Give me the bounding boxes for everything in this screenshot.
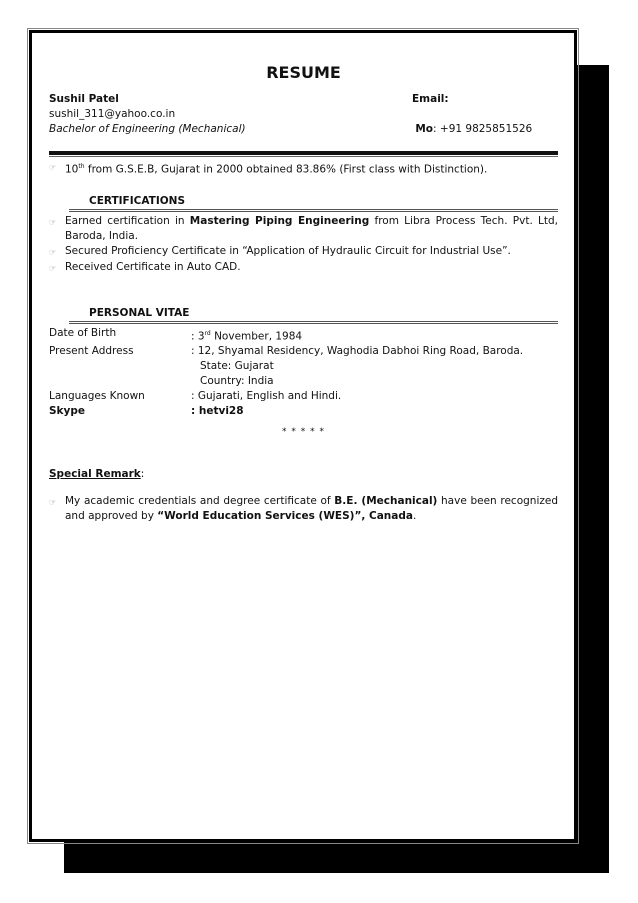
section-rule [69,209,558,212]
page-shadow-bottom [64,840,609,873]
hand-pointer-icon: ☞ [49,163,57,172]
hand-pointer-icon: ☞ [49,263,57,273]
page-shadow-right [575,65,609,873]
divider [49,151,558,157]
separator-stars: * * * * * [282,427,325,437]
resume-page [29,30,577,842]
address-row: Present Address : 12, Shyamal Residency, Waghodia Dabhoi Ring Road, Baroda. [49,345,524,357]
country-row: Country: India [200,375,274,387]
list-item: ☞ Secured Proficiency Certificate in “Application of Hydraulic Circuit for Industrial Use”. [49,244,558,260]
state-row: State: Gujarat [200,360,274,372]
section-rule [69,321,558,324]
special-remark-heading: Special Remark: [49,468,145,480]
resume-title: RESUME [266,63,341,82]
remark-item: ☞ My academic credentials and degree certificate of B.E. (Mechanical) have been recognized and approved by “World Education Services (WES)”, Canada. [49,495,558,522]
certifications-heading: CERTIFICATIONS [89,194,186,207]
hand-pointer-icon: ☞ [49,247,57,257]
list-item: ☞ Earned certification in Mastering Piping Engineering from Libra Process Tech. Pvt. Ltd, Baroda, India. [49,214,558,242]
email-value: sushil_311@yahoo.co.in [49,108,176,120]
email-label: Email: [412,93,449,105]
personal-heading: PERSONAL VITAE [89,306,190,319]
hand-pointer-icon: ☞ [49,217,57,227]
list-item: ☞ Received Certificate in Auto CAD. [49,260,558,276]
degree: Bachelor of Engineering (Mechanical) [49,123,246,135]
candidate-name: Sushil Patel [49,93,119,105]
mobile: Mo: +91 9825851526 [415,123,533,135]
hand-pointer-icon: ☞ [49,498,57,507]
education-item: ☞ 10th from G.S.E.B, Gujarat in 2000 obtained 83.86% (First class with Distinction). [49,159,558,178]
languages-row: Languages Known : Gujarati, English and Hindi. [49,390,342,402]
skype-row: Skype : hetvi28 [49,405,244,417]
dob-row: Date of Birth : 3rd November, 1984 [49,326,303,342]
